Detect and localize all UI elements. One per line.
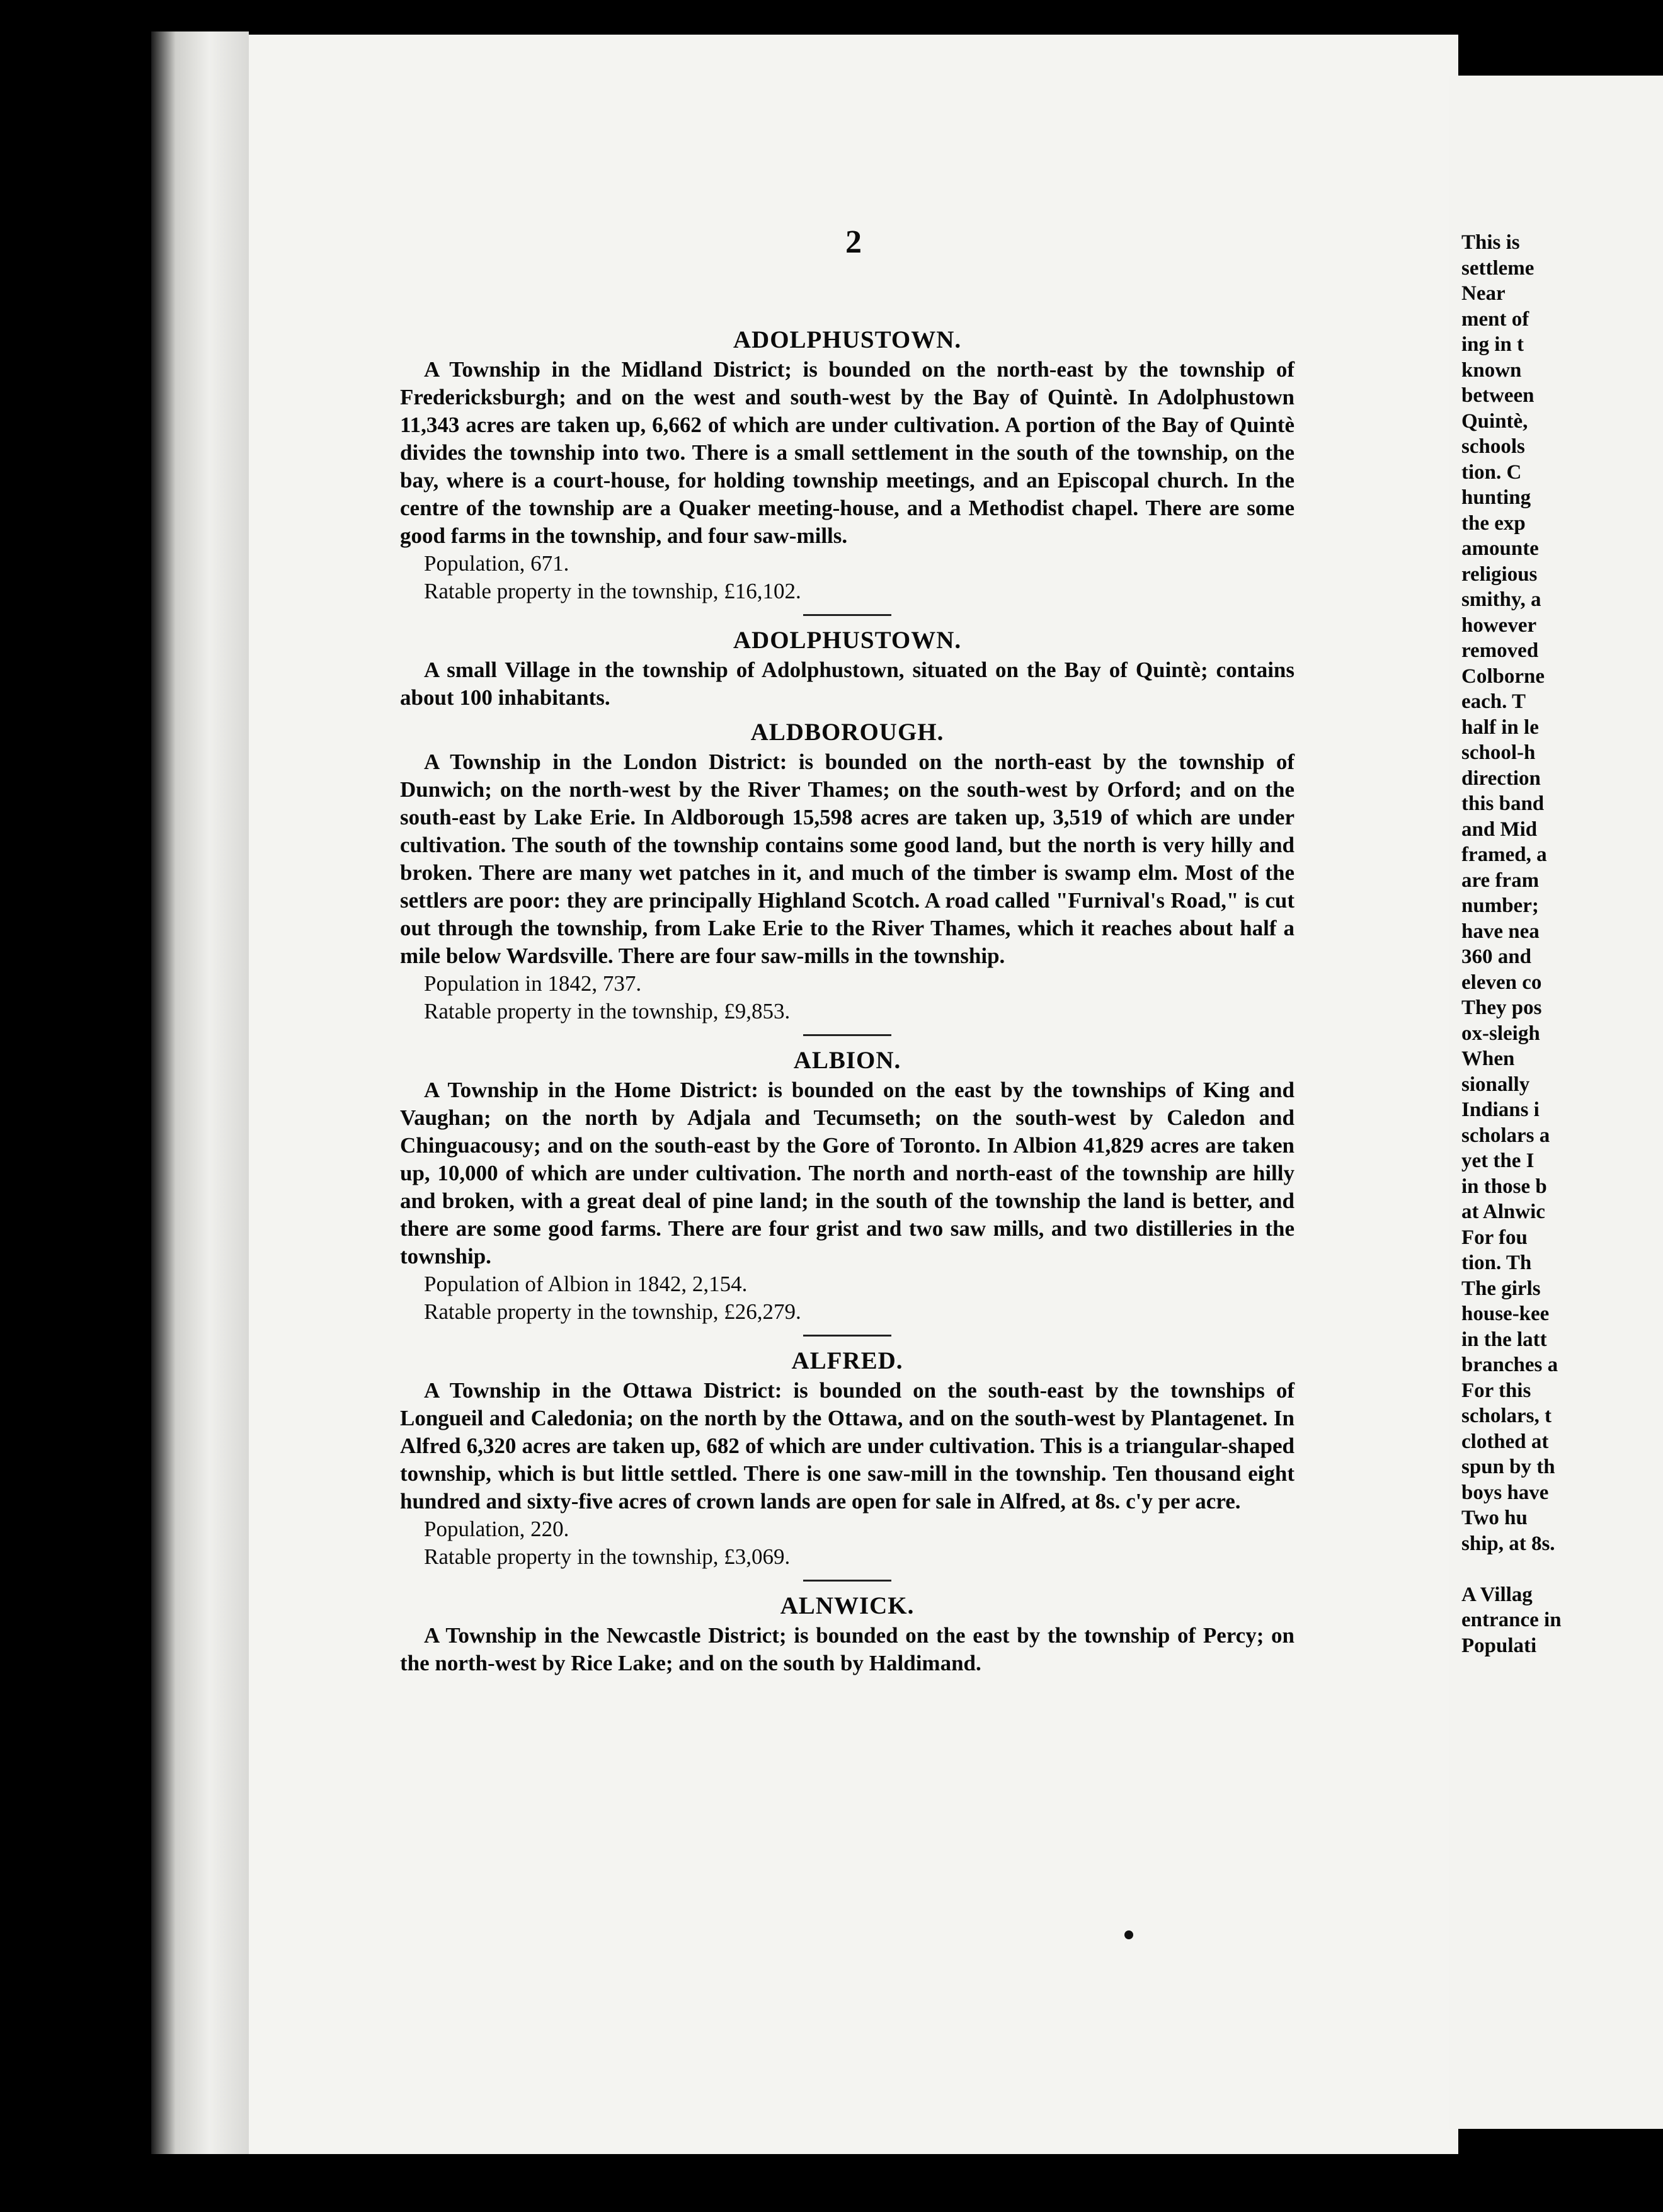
facing-page-line: entrance in (1461, 1609, 1562, 1631)
facing-page-line: this band (1461, 792, 1545, 815)
facing-page-line: religious (1461, 562, 1538, 586)
gazetteer-entries (400, 324, 1294, 1677)
facing-page-line: the exp (1461, 511, 1526, 535)
spacer (400, 712, 1294, 717)
facing-page-line: tion. C (1461, 460, 1522, 484)
facing-page-line: Near (1461, 282, 1506, 305)
facing-page-line: scholars, t (1461, 1405, 1552, 1427)
facing-page-line: For fou (1461, 1226, 1528, 1249)
section-divider (803, 1034, 891, 1036)
entry-ratable-property: Ratable property in the township, £26,279. (424, 1299, 801, 1324)
page-number: 2 (845, 224, 862, 260)
entry-description: A Township in the Ottawa District: is bounded on the south-east by the townships of Longueil and Caledonia; on the north by the Ottawa, and on the south-west by Plantagenet. In Alfred 6,320 acres are taken up, 682 of which are under cultivation. This is a triangular-shaped township, which is but little settled. There is one saw-mill in the township. Ten thousand eight hundred and sixty-five acres of crown lands are open for sale in Alfred, at 8s. c'y per acre. (400, 1378, 1294, 1514)
facing-page-line: removed (1461, 639, 1539, 662)
facing-page-line: ing in t (1461, 333, 1524, 356)
entry-heading: ALDBOROUGH. (750, 719, 944, 746)
entry-description: A Township in the London District: is bounded on the north-east by the township of Dunwich; on the north-west by the River Thames; on the south-west by Orford; and on the south-east by Lake Erie. In Aldborough 15,598 acres are taken up, 3,519 of which are under cultivation. The south of the township contains some good land, but the north is very hilly and broken. There are many wet patches in it, and much of the timber is swamp elm. Most of the settlers are poor: they are principally Highland Scotch. A road called "Furnival's Road," is cut out through the township, from Lake Erie to the River Thames, which it reaches about half a mile below Wardsville. There are four saw-mills in the township. (400, 750, 1294, 968)
facing-page-line: known (1461, 358, 1522, 382)
facing-page-line: number; (1461, 894, 1539, 917)
entry-heading: ALBION. (793, 1047, 901, 1074)
entry-population: Population, 671. (424, 551, 569, 576)
entry-alnwick (400, 1590, 1294, 1677)
facing-page-line: Two hu (1461, 1507, 1528, 1529)
entry-alfred (400, 1345, 1294, 1571)
entry-adolphustown-village (400, 625, 1294, 712)
entry-description: A Township in the Midland District; is bounded on the north-east by the township of Fredericksburgh; and on the west and south-west by the Bay of Quintè. In Adolphustown 11,343 acres are taken up, 6,662 of which are under cultivation. A portion of the Bay of Quintè divides the township into two. There is a small settlement in the south of the township, on the bay, where is a court-house, for holding township meetings, and an Episcopal church. In the centre of the township are a Quaker meeting-house, and a Methodist chapel. There are some good farms in the township, and four saw-mills. (400, 357, 1294, 548)
section-divider (803, 614, 891, 616)
facing-page-line: boys have (1461, 1481, 1549, 1504)
facing-page-line: clothed at (1461, 1430, 1549, 1453)
entry-population: Population, 220. (424, 1517, 569, 1541)
facing-page-line: spun by th (1461, 1456, 1555, 1478)
entry-description: A Township in the Newcastle District; is bounded on the east by the township of Percy; on the north-west by Rice Lake; and on the south by Haldimand. (400, 1623, 1294, 1675)
entry-aldborough (400, 717, 1294, 1025)
facing-page-line: school-h (1461, 741, 1536, 764)
facing-page-line: 360 and (1461, 945, 1531, 968)
facing-page-line: branches a (1461, 1354, 1558, 1376)
facing-page-line: For this (1461, 1379, 1531, 1402)
ink-speck (1124, 1930, 1133, 1939)
facing-page-line: house-kee (1461, 1303, 1550, 1325)
facing-page-line: in those b (1461, 1175, 1547, 1198)
facing-page-line: Colborne (1461, 664, 1545, 688)
facing-page-line: Quintè, (1461, 409, 1528, 433)
facing-page-line: tion. Th (1461, 1251, 1532, 1274)
facing-page-line: schools (1461, 435, 1525, 458)
facing-page-line: smithy, a (1461, 588, 1541, 611)
entry-adolphustown-township (400, 324, 1294, 605)
facing-page-line: settleme (1461, 256, 1534, 280)
facing-page-line: between (1461, 384, 1534, 407)
entry-heading: ADOLPHUSTOWN. (733, 627, 962, 654)
facing-page-line: A Villag (1461, 1583, 1533, 1606)
entry-heading: ADOLPHUSTOWN. (733, 326, 962, 353)
facing-page-line: They pos (1461, 996, 1542, 1019)
document-page (249, 35, 1458, 2154)
entry-population: Population in 1842, 737. (424, 971, 642, 996)
facing-page-line: Indians i (1461, 1098, 1540, 1121)
facing-page-line: eleven co (1461, 971, 1542, 994)
facing-page-line: framed, a (1461, 843, 1547, 866)
facing-page-line: are fram (1461, 869, 1540, 892)
section-divider (803, 1335, 891, 1337)
facing-page-line: ship, at 8s. (1461, 1532, 1555, 1555)
entry-heading: ALNWICK. (780, 1592, 915, 1619)
entry-description: A small Village in the township of Adolphustown, situated on the Bay of Quintè; contains about 100 inhabitants. (400, 658, 1294, 710)
facing-page-fragment (1449, 76, 1663, 2129)
entry-ratable-property: Ratable property in the township, £9,853. (424, 999, 791, 1023)
facing-page-line: each. T (1461, 690, 1526, 713)
facing-page-line: The girls (1461, 1277, 1541, 1300)
facing-page-line: direction (1461, 767, 1541, 790)
entry-heading: ALFRED. (791, 1347, 903, 1374)
facing-page-line: Populati (1461, 1634, 1537, 1657)
entry-population: Population of Albion in 1842, 2,154. (424, 1272, 748, 1296)
facing-page-line: amounte (1461, 537, 1539, 560)
entry-albion (400, 1045, 1294, 1326)
facing-page-line: however (1461, 613, 1537, 637)
entry-description: A Township in the Home District: is bounded on the east by the townships of King and Vaughan; on the north by Adjala and Tecumseth; on the south-west by Caledon and Chinguacousy; and on the south-east by the Gore of Toronto. In Albion 41,829 acres are taken up, 10,000 of which are under cultivation. The north and north-east of the township are hilly and broken, with a great deal of pine land; in the south of the township the land is better, and there are some good farms. There are four grist and two saw mills, and two distilleries in the township. (400, 1078, 1294, 1268)
facing-page-line: in the latt (1461, 1328, 1547, 1351)
book-binding-edge (151, 31, 249, 2154)
facing-page-line: at Alnwic (1461, 1200, 1545, 1223)
facing-page-line: When (1461, 1047, 1515, 1070)
facing-page-line: sionally (1461, 1073, 1530, 1096)
facing-page-line: scholars a (1461, 1124, 1550, 1147)
facing-page-line: yet the I (1461, 1149, 1534, 1172)
facing-page-line: This is (1461, 231, 1520, 254)
facing-page-line: and Mid (1461, 818, 1538, 841)
entry-ratable-property: Ratable property in the township, £3,069. (424, 1544, 791, 1569)
facing-page-line: ment of (1461, 307, 1529, 331)
facing-page-line: hunting (1461, 486, 1531, 509)
facing-page-line: have nea (1461, 920, 1540, 943)
facing-page-line: ox-sleigh (1461, 1022, 1540, 1045)
section-divider (803, 1580, 891, 1582)
facing-page-line: half in le (1461, 715, 1539, 739)
entry-ratable-property: Ratable property in the township, £16,102. (424, 579, 801, 603)
